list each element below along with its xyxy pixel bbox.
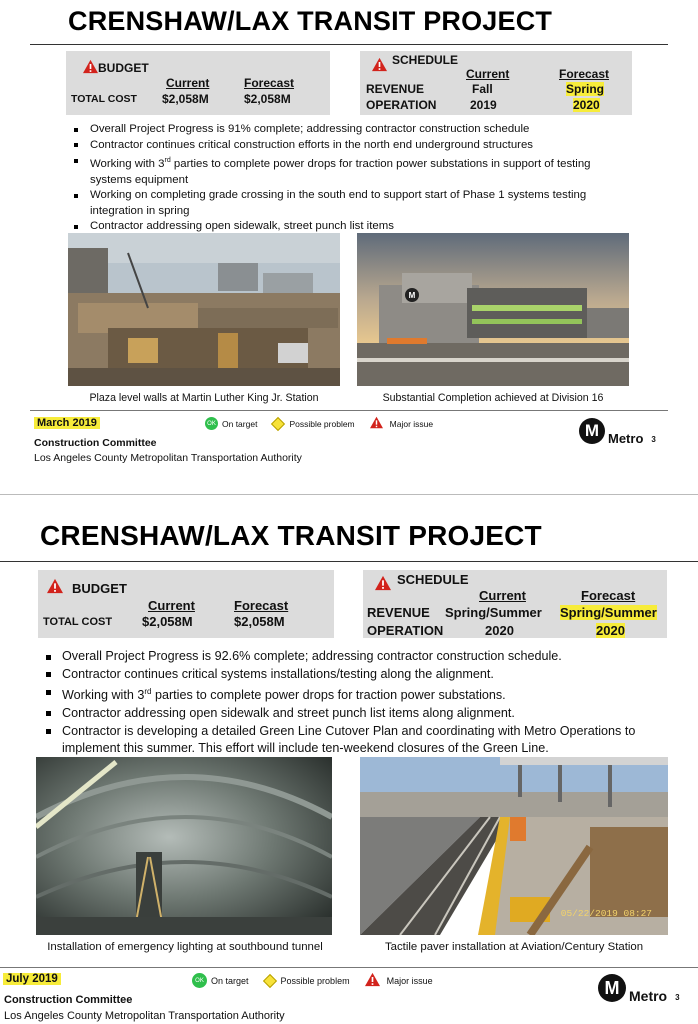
bullet-item: Overall Project Progress is 92.6% complete; addressing contractor construction schedule. <box>42 648 672 666</box>
page-number: 3 <box>651 435 656 444</box>
budget-forecast-value: $2,058M <box>234 614 285 629</box>
legend-on-target <box>192 973 249 988</box>
title-divider <box>0 561 698 562</box>
slide-separator <box>0 494 698 495</box>
budget-current-value: $2,058M <box>162 92 209 106</box>
photo-plaza-walls <box>68 233 340 386</box>
legend-possible-problem <box>271 419 354 429</box>
budget-panel <box>66 51 330 115</box>
photo-caption: Installation of emergency lighting at southbound tunnel <box>47 941 323 953</box>
bullet-item: Working with 3rd parties to complete power drops for traction power substations. <box>42 683 672 705</box>
bullet-item: Contractor addressing open sidewalk, street punch list items <box>70 219 630 235</box>
photo-caption: Substantial Completion achieved at Division 16 <box>382 392 604 404</box>
revenue-label: REVENUE <box>366 82 425 96</box>
legend-label: On target <box>211 975 249 986</box>
svg-text:M: M <box>408 291 416 300</box>
bullet-item: Overall Project Progress is 91% complete; addressing contractor construction schedule <box>70 122 630 138</box>
bullet-item: Working with 3rd parties to complete power drops for traction power substations in support of testing systems equipment <box>70 153 630 188</box>
legend-label: Possible problem <box>289 418 355 429</box>
committee-name: Construction Committee <box>34 437 157 449</box>
warning-triangle-icon <box>371 57 388 72</box>
slide-july-2019 <box>0 510 698 1024</box>
committee-name: Construction Committee <box>4 994 133 1006</box>
schedule-forecast-header: Forecast <box>559 67 610 81</box>
metro-wordmark: Metro <box>629 988 668 1004</box>
schedule-current-year: 2019 <box>470 98 497 112</box>
bullet-item: Contractor continues critical systems installations/testing along the alignment. <box>42 666 672 684</box>
schedule-current-header: Current <box>466 67 510 81</box>
budget-current-header: Current <box>148 598 195 613</box>
total-cost-label: TOTAL COST <box>71 93 137 105</box>
legend-label: Major issue <box>389 418 434 429</box>
budget-panel <box>38 570 334 638</box>
slide-title: CRENSHAW/LAX TRANSIT PROJECT <box>40 520 542 551</box>
metro-logo <box>579 418 656 444</box>
budget-label: BUDGET <box>98 61 149 75</box>
schedule-label: SCHEDULE <box>397 572 469 587</box>
legend-major-issue <box>369 416 433 431</box>
bullet-item: Contractor continues critical construction efforts in the north end underground structures <box>70 138 630 154</box>
agency-name: Los Angeles County Metropolitan Transportation Authority <box>4 1010 285 1022</box>
schedule-panel <box>363 570 667 638</box>
bullet-item: Working on completing grade crossing in the south end to support start of Phase 1 systems testing integration in spring <box>70 188 630 219</box>
construction-site-image <box>68 233 340 386</box>
metro-m-icon: M <box>579 418 605 444</box>
photo-division-16 <box>357 233 629 386</box>
page-number: 3 <box>675 993 680 1002</box>
photo-caption: Tactile paver installation at Aviation/Century Station <box>384 941 644 953</box>
budget-forecast-header: Forecast <box>234 598 289 613</box>
slide-march-2019 <box>0 0 698 480</box>
status-legend <box>192 972 447 989</box>
schedule-forecast-header: Forecast <box>581 588 636 603</box>
budget-forecast-header: Forecast <box>244 76 295 90</box>
warning-triangle-icon <box>364 972 381 987</box>
legend-on-target <box>205 417 257 430</box>
legend-label: On target <box>222 418 258 429</box>
title-divider <box>30 44 668 45</box>
schedule-forecast-year: 2020 <box>573 98 600 112</box>
warning-triangle-icon <box>82 59 99 74</box>
diamond-icon <box>262 973 276 987</box>
division-16-building-image <box>357 233 629 386</box>
schedule-current-year: 2020 <box>485 623 514 638</box>
legend-possible-problem <box>263 976 350 986</box>
photo-timestamp: 05/22/2019 08:27 <box>560 908 652 919</box>
warning-triangle-icon <box>374 575 392 591</box>
schedule-current-header: Current <box>479 588 526 603</box>
revenue-label: REVENUE <box>367 605 430 620</box>
total-cost-label: TOTAL COST <box>43 616 113 628</box>
warning-triangle-icon <box>369 416 384 429</box>
bullet-item: Contractor is developing a detailed Green Line Cutover Plan and coordinating with Metro Operations to implement this summer. This effort will include ten-weekend closures of the Green Line. <box>42 723 672 758</box>
legend-major-issue <box>364 972 433 989</box>
operation-label: OPERATION <box>367 623 444 638</box>
metro-m-icon: M <box>598 974 626 1002</box>
report-date: July 2019 <box>3 973 61 985</box>
report-date: March 2019 <box>34 417 100 429</box>
footer-divider <box>30 410 668 411</box>
schedule-forecast-season: Spring/Summer <box>560 605 657 620</box>
schedule-current-season: Spring/Summer <box>445 605 542 620</box>
ok-circle-icon: OK <box>205 417 218 430</box>
slide-title: CRENSHAW/LAX TRANSIT PROJECT <box>68 6 553 36</box>
metro-wordmark: Metro <box>608 431 644 446</box>
schedule-panel <box>360 51 632 115</box>
operation-label: OPERATION <box>366 98 437 112</box>
budget-forecast-value: $2,058M <box>244 92 291 106</box>
agency-name: Los Angeles County Metropolitan Transportation Authority <box>34 452 302 464</box>
photo-caption: Plaza level walls at Martin Luther King Jr. Station <box>89 392 319 404</box>
budget-current-value: $2,058M <box>142 614 193 629</box>
bullet-item: Contractor addressing open sidewalk and street punch list items along alignment. <box>42 705 672 723</box>
footer-divider <box>0 967 698 968</box>
photo-tunnel-lighting <box>36 757 332 935</box>
schedule-forecast-year: 2020 <box>596 623 625 638</box>
progress-bullet-list <box>42 648 672 758</box>
schedule-forecast-season: Spring <box>566 82 604 96</box>
budget-label: BUDGET <box>72 581 127 596</box>
tunnel-image <box>36 757 332 935</box>
progress-bullet-list <box>70 122 630 235</box>
schedule-label: SCHEDULE <box>392 53 459 67</box>
diamond-icon <box>271 416 285 430</box>
status-legend <box>205 416 447 431</box>
ok-circle-icon: OK <box>192 973 207 988</box>
budget-current-header: Current <box>166 76 210 90</box>
photo-tactile-paver <box>360 757 668 935</box>
schedule-current-season: Fall <box>472 82 493 96</box>
legend-label: Major issue <box>386 975 433 986</box>
metro-logo <box>598 974 680 1002</box>
legend-label: Possible problem <box>280 975 350 986</box>
warning-triangle-icon <box>46 578 64 594</box>
